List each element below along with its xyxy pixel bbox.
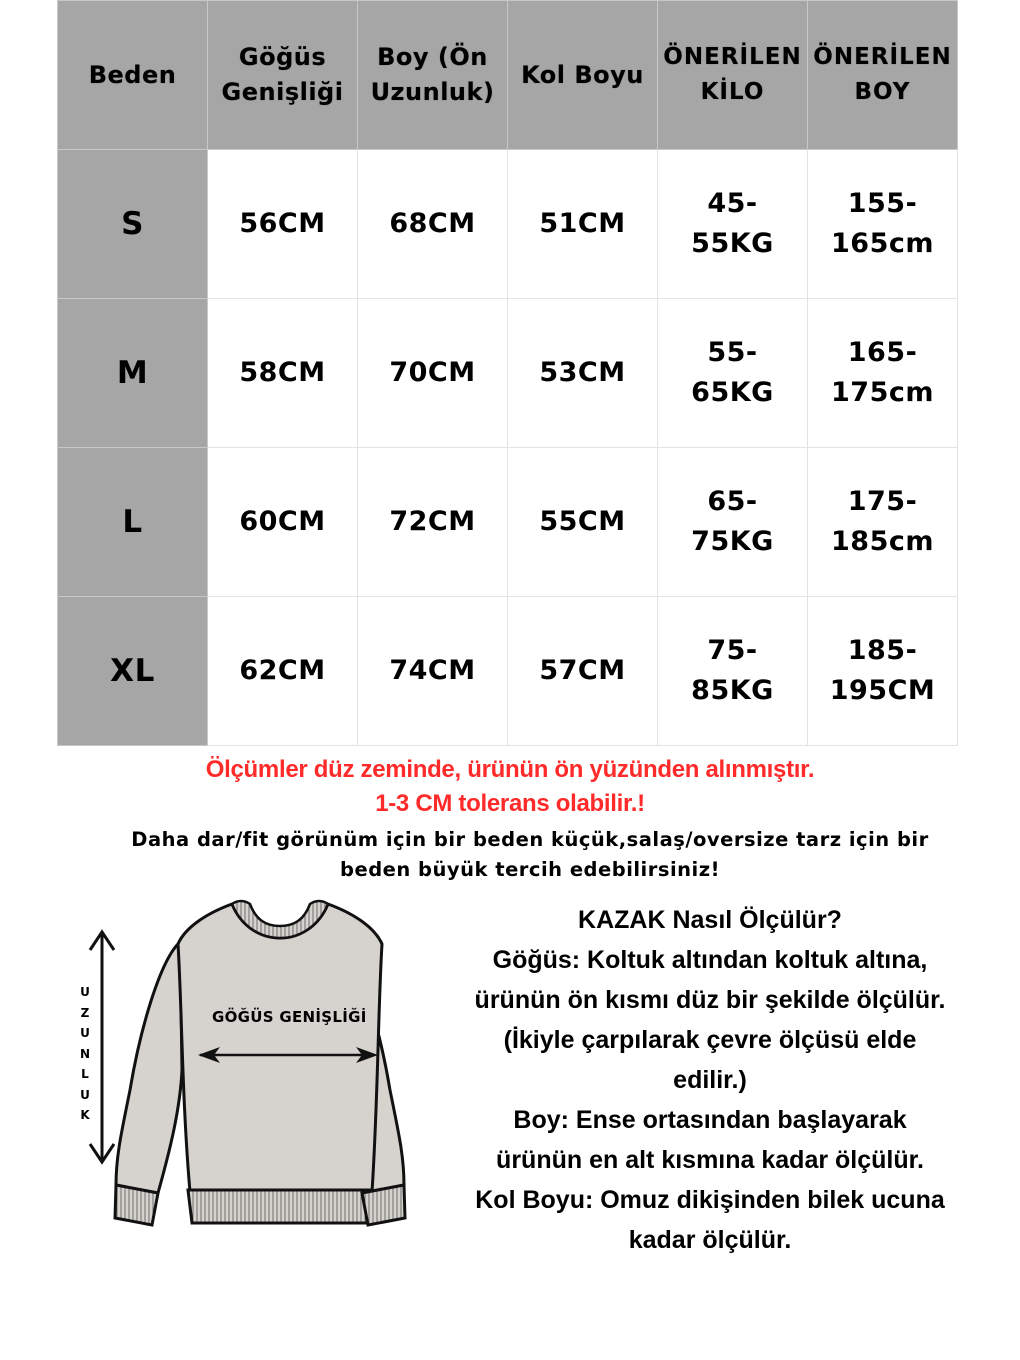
table-header-row xyxy=(58,1,958,150)
fit-advice-line2: beden büyük tercih edebilirsiniz! xyxy=(340,858,720,881)
size-cell: L xyxy=(58,448,208,597)
size-cell: M xyxy=(58,299,208,448)
tolerance-note: 1-3 CM tolerans olabilir.! xyxy=(375,790,645,817)
height-cell: 185- 195CM xyxy=(808,597,958,746)
instructions-line: edilir.) xyxy=(673,1066,747,1094)
length-cell: 74CM xyxy=(358,597,508,746)
length-cell: 72CM xyxy=(358,448,508,597)
weight-cell: 65- 75KG xyxy=(658,448,808,597)
size-cell: S xyxy=(58,150,208,299)
header-onerilen-boy: ÖNERİLEN BOY xyxy=(808,1,958,150)
height-cell: 155- 165cm xyxy=(808,150,958,299)
measurement-instructions xyxy=(450,900,970,1260)
sleeve-cell: 55CM xyxy=(508,448,658,597)
chest-cell: 60CM xyxy=(208,448,358,597)
chest-cell: 56CM xyxy=(208,150,358,299)
instructions-title: KAZAK Nasıl Ölçülür? xyxy=(578,906,842,934)
sweater-diagram xyxy=(60,890,460,1230)
weight-cell: 45- 55KG xyxy=(658,150,808,299)
table-row xyxy=(58,597,958,746)
sweater-icon xyxy=(60,890,460,1230)
chest-cell: 62CM xyxy=(208,597,358,746)
instructions-line: ürünün en alt kısmına kadar ölçülür. xyxy=(496,1146,924,1174)
instructions-line: Kol Boyu: Omuz dikişinden bilek ucuna xyxy=(475,1186,945,1214)
length-cell: 68CM xyxy=(358,150,508,299)
header-onerilen-kilo: ÖNERİLEN KİLO xyxy=(658,1,808,150)
weight-cell: 55- 65KG xyxy=(658,299,808,448)
height-cell: 165- 175cm xyxy=(808,299,958,448)
table-row xyxy=(58,448,958,597)
length-label: U Z U N L U K xyxy=(79,985,91,1122)
header-gogus: Göğüs Genişliği xyxy=(208,1,358,150)
size-cell: XL xyxy=(58,597,208,746)
weight-cell: 75- 85KG xyxy=(658,597,808,746)
header-kol-boyu: Kol Boyu xyxy=(508,1,658,150)
sleeve-cell: 53CM xyxy=(508,299,658,448)
header-boy: Boy (Ön Uzunluk) xyxy=(358,1,508,150)
instructions-line: kadar ölçülür. xyxy=(628,1226,792,1254)
size-chart-table xyxy=(57,0,958,746)
instructions-line: ürünün ön kısmı düz bir şekilde ölçülür. xyxy=(474,986,946,1014)
table-row xyxy=(58,150,958,299)
measurement-note: Ölçümler düz zeminde, ürünün ön yüzünden alınmıştır. xyxy=(205,756,815,783)
chest-width-label: GÖĞÜS GENİŞLİĞİ xyxy=(212,1008,367,1026)
instructions-line: Boy: Ense ortasından başlayarak xyxy=(513,1106,907,1134)
sleeve-cell: 51CM xyxy=(508,150,658,299)
length-cell: 70CM xyxy=(358,299,508,448)
fit-advice-line1: Daha dar/fit görünüm için bir beden küçük,salaş/oversize tarz için bir xyxy=(131,828,929,851)
header-beden: Beden xyxy=(58,1,208,150)
chest-cell: 58CM xyxy=(208,299,358,448)
table-row xyxy=(58,299,958,448)
instructions-line: Göğüs: Koltuk altından koltuk altına, xyxy=(492,946,928,974)
instructions-line: (İkiyle çarpılarak çevre ölçüsü elde xyxy=(503,1026,917,1054)
height-cell: 175- 185cm xyxy=(808,448,958,597)
sleeve-cell: 57CM xyxy=(508,597,658,746)
